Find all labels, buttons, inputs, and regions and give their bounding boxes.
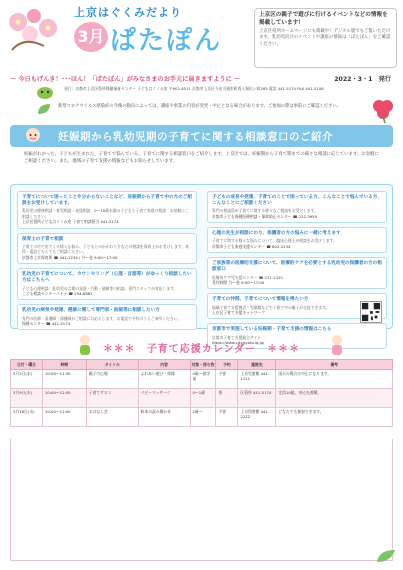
- publisher-info: 発行：京都市上京区役所保健福祉センター 子どもはぐくみ室 〒602-8511 京都市上京区今出川通室町西入堀出シ町285 電話 441-5174 FAX 441-5108: [64, 86, 324, 91]
- info-box-text: 上京区役所ホームページにも掲載中！デジタル版でもご覧いただけます。乳幼児向けのイベントや講座の情報は「ぱたぽん」をご確認ください。: [259, 29, 391, 47]
- consultation-area: [10, 184, 393, 346]
- covid-notice: 新型コロナウイルス感染症の今後の動向によっては、講座や事業の内容が変更・中止となる場合があります。ご参加の際は事前にご確認ください。: [58, 104, 341, 109]
- column-header: 連絡先: [238, 360, 276, 370]
- website-link[interactable]: https://www.city.kyoto.lg.jp/: [212, 340, 265, 346]
- consult-card: [17, 268, 197, 300]
- card-contact: 上京区子育て支援ネットワーク: [212, 310, 266, 316]
- column-header: 対象・持ち物: [190, 360, 216, 370]
- table-row: [11, 408, 393, 427]
- banner-title: 妊娠期から乳幼児期の子育てに関する相談窓口のご紹介: [58, 131, 333, 143]
- cell-note: 定員10組。申込先着順。: [276, 389, 393, 408]
- cell-time: 10:00～11:00: [42, 408, 86, 427]
- card-heading: 乳幼児の子育てについて、カウンセリング（心理・言語等）がゆっくり相談したい方はこちらへ: [22, 272, 192, 284]
- left-column: [17, 191, 197, 334]
- card-heading: 保育士の子育て相談: [22, 236, 64, 242]
- card-heading: 子育てについて困ったことや分からないことなど、妊娠期から子育て中の方のご相談をお受けしています。: [22, 195, 192, 207]
- card-contact: 受付時間 月～金 9:00～17:00: [212, 280, 265, 286]
- cell-booking: 不要: [216, 370, 238, 389]
- card-body: 地域子育て支援拠点・児童館などで子育て中の親子が交流できます。: [212, 304, 330, 310]
- cell-content: ふれあい遊び・体操: [138, 370, 190, 389]
- header: [0, 0, 403, 72]
- cell-time: 10:00～11:30: [42, 370, 86, 389]
- issue-date: 2022・3・1 発行: [334, 76, 391, 83]
- table-row: [11, 370, 393, 389]
- card-body: 京都市子育て支援総合サイト: [212, 334, 262, 340]
- card-contact: 京都市子ども家庭支援センター ☎ 802-1234: [212, 243, 291, 249]
- card-body: 乳幼児の健康相談・育児相談・発達相談、0〜18歳未満の子どもと子育て家庭の相談 お気軽にご相談ください。: [22, 208, 189, 219]
- cell-content: ベビーマッサージ: [138, 389, 190, 408]
- consult-card: [17, 191, 197, 229]
- card-body: 子育ての中で出てくる様々な悩み、子どもとのかかわり方などの相談を保育士がお受けします。来所・電話どちらでもご相談ください。: [22, 243, 189, 255]
- info-box-title: 上京区の親子で遊びに行けるイベントなどの情報を掲載しています！: [259, 12, 388, 26]
- column-header: 予約: [216, 360, 238, 370]
- clover-icon: [369, 96, 397, 124]
- calendar-header: [10, 334, 393, 358]
- card-contact: 京都市子ども保健医療相談・事故防止センター ☎ 222-3955: [212, 213, 318, 219]
- cell-note: どなたでも参加できます。: [276, 408, 393, 427]
- cell-target: 0歳～就学前: [190, 370, 216, 389]
- month-badge: 3月: [74, 22, 108, 52]
- card-heading: 京都市で実施している妊娠期・子育て支援の情報はこちら: [212, 327, 332, 333]
- consult-card: [207, 191, 387, 223]
- cell-booking: 要: [216, 389, 238, 408]
- consult-card: [17, 233, 197, 265]
- tagline: [10, 74, 393, 84]
- consult-card: [17, 304, 197, 330]
- consult-card: [207, 257, 387, 289]
- cell-title: 子育てサロン: [86, 389, 138, 408]
- card-contact: 保健センター ☎ 441-5174: [22, 321, 71, 327]
- qr-code-icon[interactable]: [360, 301, 382, 323]
- cell-title: 親子の広場: [86, 370, 138, 389]
- card-body: 医療的ケア児支援センター ☎ 231-2340: [212, 274, 283, 280]
- column-header: 日付・曜日: [11, 360, 43, 370]
- card-heading: 心理の先生が相談にのり、保護者の方の悩みに一緒に考えます: [212, 231, 341, 237]
- leaf-icon: [375, 548, 397, 564]
- calendar-title: ＊＊＊ 子育て応援カレンダー ＊＊＊: [102, 344, 301, 355]
- cell-date: 3月16日(水): [11, 408, 43, 427]
- cell-time: 10:00～12:00: [42, 389, 86, 408]
- card-heading: 乳幼児の病気や発達、健康に関して専門家・医師等に相談したい方: [22, 308, 160, 314]
- column-header: 備考: [276, 360, 393, 370]
- cell-contact: 上京児童館 441-1111: [238, 370, 276, 389]
- card-body: 子育てに関する様々な悩みについて、臨床心理士が相談をお受けします。: [212, 238, 337, 244]
- info-box: [254, 8, 397, 68]
- event-calendar-table: [10, 359, 393, 427]
- cell-target: 2歳～: [190, 408, 216, 427]
- consult-card: [207, 227, 387, 253]
- cell-target: 0～1歳: [190, 389, 216, 408]
- cherry-blossom-icon: [4, 6, 64, 54]
- card-contact: こども相談センターパトナ ☎ 254-8881: [22, 291, 93, 297]
- kid-icon: [328, 334, 346, 356]
- card-heading: 子育ての仲間、子育てについて情報を得たい方: [212, 297, 309, 303]
- intro-text: 妊娠がわかった、子どもが生まれた、子育てで悩んでいる、子育てに関する相談窓口をご紹介します。上京区では、妊娠期から子育て期までの様々な相談に応じています。お気軽にご相談ください。また、地域の子育て支援の情報などもお知らせしています。: [24, 152, 379, 164]
- card-body: 子ども心理相談：乳幼児の言葉の発達・行動・情緒等の相談。専門スタッフが対応します。: [22, 285, 178, 291]
- mascot-icon: [36, 84, 54, 100]
- card-contact: 上京区役所子どもはぐくみ室 子育て相談担当 441-5174: [22, 219, 119, 225]
- column-header: 時間: [42, 360, 86, 370]
- city-label: 上京はぐくみだより: [74, 6, 182, 19]
- card-heading: ご家族等の医療的支援について、医療的ケアを必要とする乳幼児の保護者の方の相談窓口: [212, 261, 382, 273]
- section-banner: [10, 125, 393, 147]
- cell-contact: 区役所 441-5174: [238, 389, 276, 408]
- card-contact: 京都市上京保育所 ☎ 441-1234 / 月～金 9:00～17:00: [22, 254, 118, 260]
- leaf-icon: [36, 102, 52, 116]
- column-header: 内容: [138, 360, 190, 370]
- calendar-blank-area: [10, 439, 393, 561]
- cell-note: 雨天の場合は中止になります。: [276, 370, 393, 389]
- table-header-row: [11, 360, 393, 370]
- tagline-text: ～ 今日もげんき！･･･ほん！「ぱたぽん」がみなさまのお手元に届きますように ～: [10, 76, 241, 83]
- newsletter-title: ぱたぽん: [110, 26, 223, 56]
- card-body: 専門の医師・看護師・保健師がご相談にお応えします。お電話で予約のうえご来所ください。: [22, 315, 182, 321]
- cell-content: 絵本の読み聞かせ: [138, 408, 190, 427]
- cell-title: おはなし会: [86, 408, 138, 427]
- right-column: [207, 191, 387, 353]
- table-row: [11, 389, 393, 408]
- cell-date: 3月2日(水): [11, 370, 43, 389]
- card-body: 専門の相談員が子育てに関する様々なご相談をお受けします。: [212, 208, 319, 214]
- cell-booking: 不要: [216, 408, 238, 427]
- column-header: タイトル: [86, 360, 138, 370]
- card-heading: 子どもの成長や発達、子育てのことで困っている方、こんなことで悩んでいる方、こんなことにご相談ください: [212, 195, 382, 207]
- cell-date: 3月9日(水): [11, 389, 43, 408]
- baby-icon: [22, 126, 44, 146]
- cell-contact: 上京図書館 441-2222: [238, 408, 276, 427]
